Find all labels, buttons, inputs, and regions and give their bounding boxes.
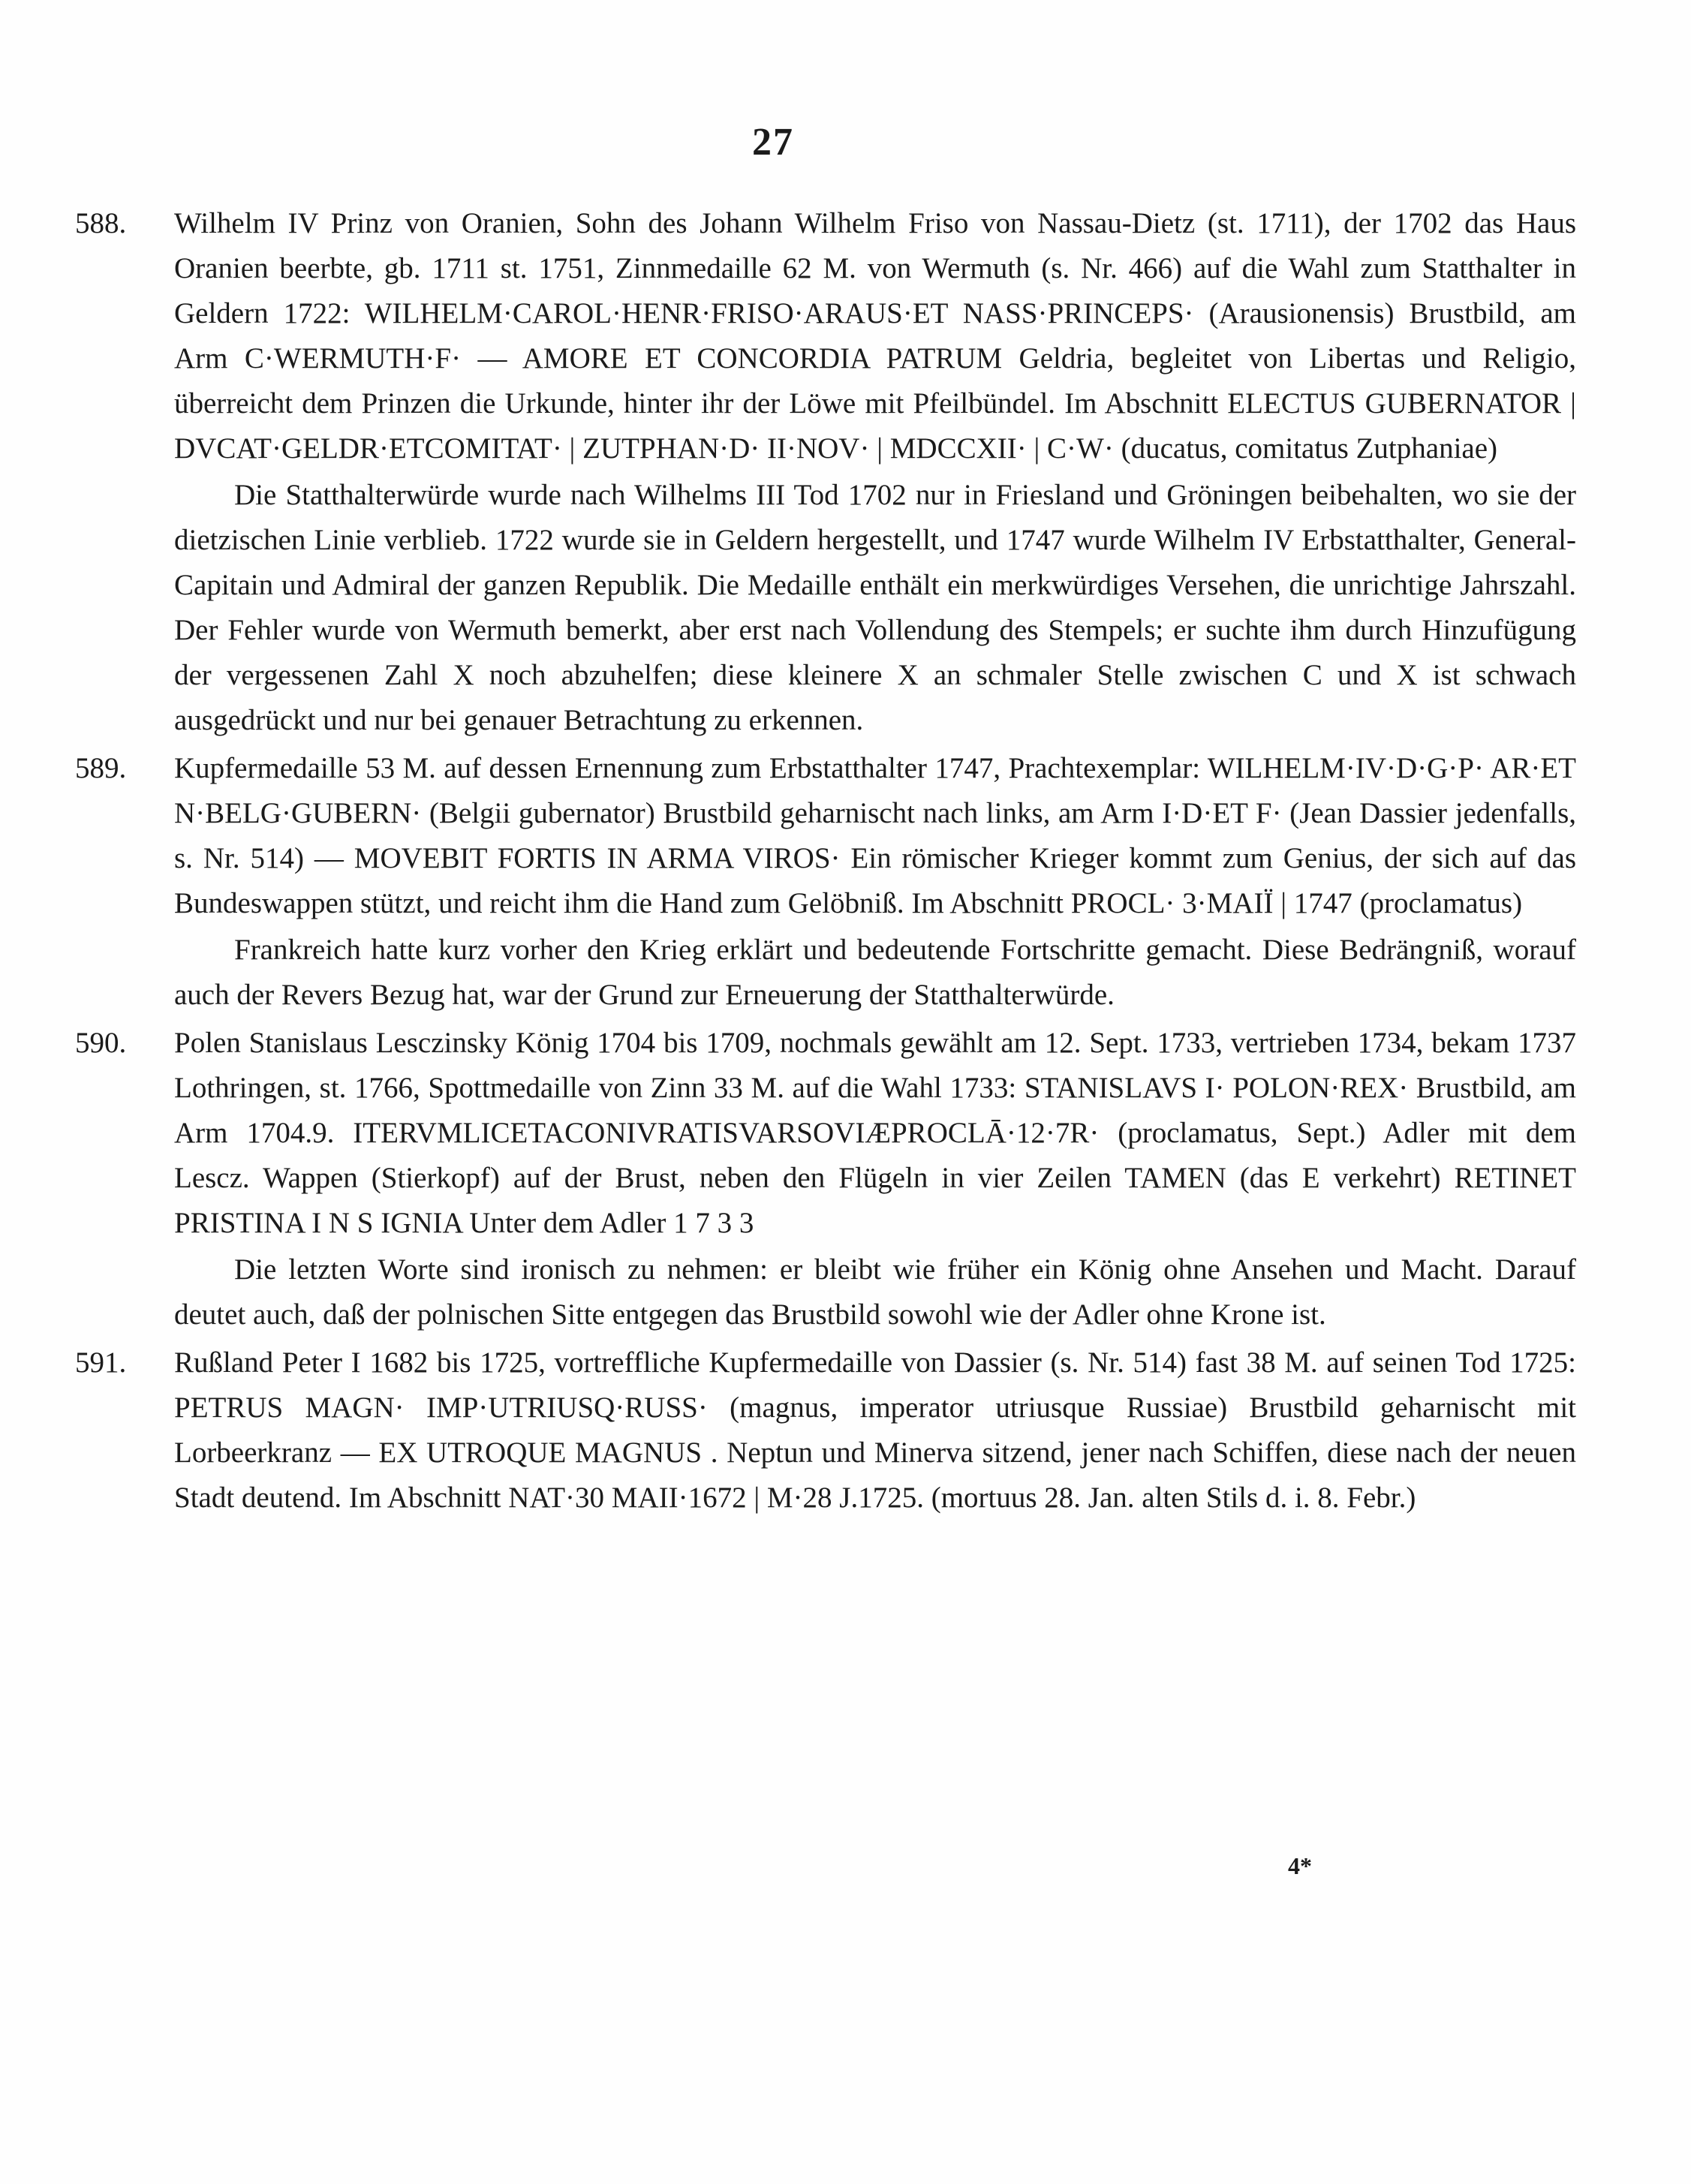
signature-mark: 4* <box>1288 1852 1312 1879</box>
catalog-entry-589 <box>75 746 1576 1018</box>
entry-number: 590. <box>75 1027 127 1059</box>
catalog-entry-590 <box>75 1021 1576 1337</box>
entry-note: Die letzten Worte sind ironisch zu nehmen: er bleibt wie früher ein König ohne Ansehen und Macht. Darauf deutet auch, daß der polnischen Sitte entgegen das Brustbild sowohl wie der Adler ohne Krone ist. <box>174 1253 1576 1331</box>
entry-description: Kupfermedaille 53 M. auf dessen Ernennung zum Erbstatthalter 1747, Prachtexemplar: WILHELM·IV·D·G·P· AR·ET N·BELG·GUBERN· (Belgii gubernator) Brustbild geharnischt nach links, am Arm I·D·ET F· (Jean Dassier jedenfalls, s. Nr. 514) — MOVEBIT FORTIS IN ARMA VIROS· Ein römischer Krieger kommt zum Genius, der sich auf das Bundeswappen stützt, und reicht ihm die Hand zum Gelöbniß. Im Abschnitt PROCL· 3·MAIÏ | 1747 (proclamatus) <box>174 752 1576 919</box>
entry-description: Wilhelm IV Prinz von Oranien, Sohn des Johann Wilhelm Friso von Nassau-Dietz (st. 1711), der 1702 das Haus Oranien beerbte, gb. 1711 st. 1751, Zinnmedaille 62 M. von Wermuth (s. Nr. 466) auf die Wahl zum Statthalter in Geldern 1722: WILHELM·CAROL·HENR·FRISO·ARAUS·ET NASS·PRINCEPS· (Arausionensis) Brustbild, am Arm C·WERMUTH·F· — AMORE ET CONCORDIA PATRUM Geldria, begleitet von Libertas und Religio, überreicht dem Prinzen die Urkunde, hinter ihr der Löwe mit Pfeilbündel. Im Abschnitt ELECTUS GUBERNATOR | DVCAT·GELDR·ETCOMITAT· | ZUTPHAN·D· II·NOV· | MDCCXII· | C·W· (ducatus, comitatus Zutphaniae) <box>174 207 1576 465</box>
catalog-entries <box>75 201 1576 1524</box>
entry-description: Rußland Peter I 1682 bis 1725, vortreffliche Kupfermedaille von Dassier (s. Nr. 514) fast 38 M. auf seinen Tod 1725: PETRUS MAGN· IMP·UTRIUSQ·RUSS· (magnus, imperator utriusque Russiae) Brustbild geharnischt mit Lorbeerkranz — EX UTROQUE MAGNUS . Neptun und Minerva sitzend, jener nach Schiffen, diese nach der neuen Stadt deutend. Im Abschnitt NAT·30 MAII·1672 | M·28 J.1725. (mortuus 28. Jan. alten Stils d. i. 8. Febr.) <box>174 1346 1576 1514</box>
entry-number: 589. <box>75 752 127 784</box>
entry-note: Frankreich hatte kurz vorher den Krieg erklärt und bedeutende Fortschritte gemacht. Diese Bedrängniß, worauf auch der Revers Bezug hat, war der Grund zur Erneuerung der Statthalterwürde. <box>174 934 1576 1011</box>
catalog-entry-588 <box>75 201 1576 743</box>
entry-number: 591. <box>75 1346 127 1379</box>
page-number: 27 <box>752 121 794 164</box>
entry-number: 588. <box>75 207 127 239</box>
entry-description: Polen Stanislaus Lesczinsky König 1704 bis 1709, nochmals gewählt am 12. Sept. 1733, vertrieben 1734, bekam 1737 Lothringen, st. 1766, Spottmedaille von Zinn 33 M. auf die Wahl 1733: STANISLAVS I· POLON·REX· Brustbild, am Arm 1704.9. ITERVMLICETACONIVRATISVARSOVIÆPROCLĀ·12·7R· (proclamatus, Sept.) Adler mit dem Lescz. Wappen (Stierkopf) auf der Brust, neben den Flügeln in vier Zeilen TAMEN (das E verkehrt) RETINET PRISTINA I N S IGNIA Unter dem Adler 1 7 3 3 <box>174 1027 1576 1239</box>
catalog-entry-591 <box>75 1340 1576 1521</box>
entry-note: Die Statthalterwürde wurde nach Wilhelms III Tod 1702 nur in Friesland und Gröningen beibehalten, wo sie der dietzischen Linie verblieb. 1722 wurde sie in Geldern hergestellt, und 1747 wurde Wilhelm IV Erbstatthalter, General-Capitain und Admiral der ganzen Republik. Die Medaille enthält ein merkwürdiges Versehen, die unrichtige Jahrszahl. Der Fehler wurde von Wermuth bemerkt, aber erst nach Vollendung des Stempels; er suchte ihm durch Hinzufügung der vergessenen Zahl X noch abzuhelfen; diese kleinere X an schmaler Stelle zwischen C und X ist schwach ausgedrückt und nur bei genauer Betrachtung zu erkennen. <box>174 479 1576 736</box>
